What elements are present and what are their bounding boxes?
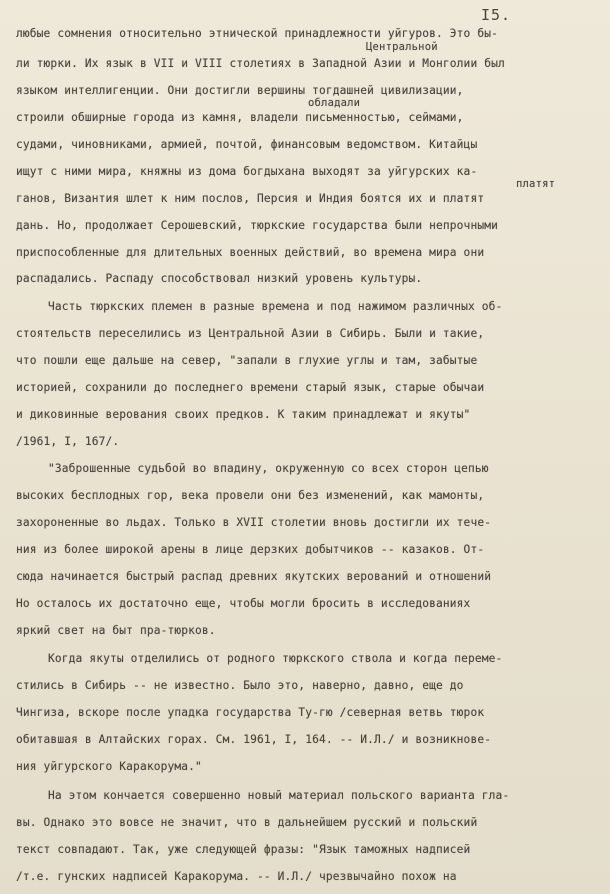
page-number: I5. (481, 6, 512, 24)
text-line: стились в Сибирь -- не известно. Было это, наверно, давно, еще до (16, 679, 464, 692)
text-line: ганов, Византия шлет к ним послов, Персия и Индия боятся их и платят (16, 192, 485, 205)
text-line: судами, чиновниками, армией, почтой, финансовым ведомством. Китайцы (16, 138, 478, 151)
text-line: "Заброшенные судьбой во впадину, окруженную со всех сторон цепью (48, 462, 489, 475)
text-line: сюда начинается быстрый распад древних якутских верований и отношений (16, 570, 492, 583)
text-line: вы. Однако это вовсе не значит, что в дальнейшем русский и польский (16, 816, 478, 829)
text-line: строили обширные города из камня, владели письменностью, сеймами, (16, 111, 464, 124)
text-line: ищут с ними мира, княжны из дома богдыхана выходят за уйгурских ка- (16, 165, 478, 178)
text-line: языком интеллигенции. Они достигли вершины тогдашней цивилизации, (16, 84, 464, 97)
text-line: На этом кончается совершенно новый материал польского варианта гла- (48, 789, 510, 802)
text-line: ния из более широкой арены в лице дерзких добытчиков -- казаков. От- (16, 543, 485, 556)
text-line: /т.е. гунских надписей Каракорума. -- И.Л./ чрезвычайно похож на (16, 870, 457, 883)
text-line: ния уйгурского Каракорума." (16, 760, 202, 773)
text-line: что пошли еще дальше на север, "запали в глухие углы и там, забытые (16, 354, 478, 367)
text-line: приспособленные для длительных военных действий, во времена мира они (16, 246, 485, 259)
text-line: Когда якуты отделились от родного тюркского ствола и когда переме- (48, 652, 503, 665)
text-line: Но осталось их достаточно еще, чтобы могли бросить в исследованиях (16, 597, 471, 610)
text-line: ли тюрки. Их язык в VII и VIII столетиях в Западной Азии и Монголии был (16, 57, 505, 70)
text-line: высоких бесплодных гор, века провели они без изменений, как мамонты, (16, 489, 485, 502)
text-line: /1961, I, 167/. (16, 435, 120, 448)
text-line: захороненные во льдах. Только в XVII столетии вновь достигли их тече- (16, 516, 492, 529)
text-line: и диковинные верования своих предков. К таким принадлежат и якуты" (16, 408, 471, 421)
text-line: любые сомнения относительно этнической принадлежности уйгуров. Это бы- (16, 27, 498, 40)
text-line: стоятельств переселились из Центральной Азии в Сибирь. Были и такие, (16, 327, 485, 340)
text-line: текст совпадают. Так, уже следующей фразы: "Язык таможных надписей (16, 843, 471, 856)
text-line: Чингиза, вскоре после упадка государства Ту-гю /северная ветвь тюрок (16, 706, 485, 719)
text-line: Часть тюркских племен в разные времена и под нажимом различных об- (48, 300, 503, 313)
text-line: яркий свет на быт пра-тюрков. (16, 624, 216, 637)
text-line: обитавшая в Алтайских горах. См. 1961, I, 164. -- И.Л./ и возникнове- (16, 733, 492, 746)
handwritten-insertion: обладали (308, 97, 361, 109)
text-line: историей, сохранили до последнего времени старый язык, старые обычаи (16, 381, 485, 394)
text-line: распадались. Распаду способствовал низкий уровень культуры. (16, 272, 423, 285)
text-line: дань. Но, продолжает Серошевский, тюркские государства были непрочными (16, 219, 498, 232)
handwritten-insertion: Центральной (366, 41, 438, 53)
handwritten-insertion: платят (516, 178, 556, 190)
